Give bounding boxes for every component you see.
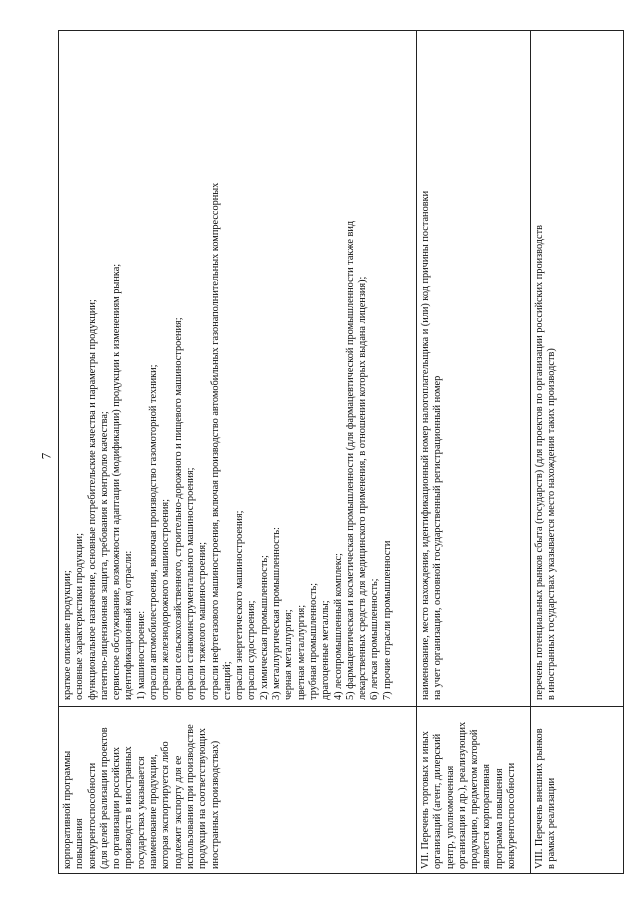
table-row <box>417 31 531 873</box>
row-heading-line: корпоративной программы <box>62 750 73 869</box>
row-heading-line: программа повышения <box>493 768 505 869</box>
row-heading-line: иностранных производствах) <box>209 740 221 869</box>
row-content-line: отрасли нефтегазового машиностроения, включая производство автомобильных газонаполнительных компрессорных <box>209 182 221 700</box>
row-content-line: 2) химическая промышленность; <box>258 555 270 700</box>
page-number: 7 <box>38 452 54 460</box>
row-heading-cell <box>531 706 623 873</box>
row-content-line: черная металлургия; <box>283 609 295 700</box>
row-heading-line: VIII. Перечень внешних рынков <box>534 728 545 869</box>
row-heading-line: наименование продукции, <box>148 754 160 869</box>
row-content-line: 4) лесопромышленный комплекс; <box>332 553 344 700</box>
row-content-cell <box>59 31 416 706</box>
row-heading-line: конкурентоспособности <box>506 762 518 869</box>
row-heading-line: (для целей реализации проектов <box>98 727 110 869</box>
row-content-line: краткое описание продукции; <box>62 570 73 700</box>
row-content-line: отрасли железнодорожного машиностроения; <box>160 498 172 700</box>
row-content-line: идентификационный код отрасли: <box>123 550 135 700</box>
row-heading-line: подлежит экспорту для ее <box>172 755 184 869</box>
row-heading-line: организация и др.), реализующих <box>456 721 468 869</box>
row-content-line: перечень потенциальных рынков сбыта (государств) (для проектов по организации российских производств <box>534 225 545 700</box>
row-heading-cell <box>59 706 416 873</box>
row-heading-cell <box>417 706 530 873</box>
row-heading-line: является корпоративная <box>481 764 493 869</box>
row-heading-line: использования при производстве <box>184 724 196 869</box>
row-content-line: цветная металлургия; <box>295 604 307 700</box>
row-content-line: 1) машиностроение: <box>135 610 147 700</box>
row-heading-line: по организации российских <box>111 746 123 869</box>
row-heading-line: центр, уполномоченная <box>444 765 456 869</box>
table-row <box>59 31 417 873</box>
table-row <box>531 31 623 873</box>
rotated-table-wrapper <box>58 30 624 874</box>
row-heading-line: продукции на соответствующих <box>197 728 209 869</box>
row-content-line: отрасли сельскохозяйственного, строительно-дорожного и пищевого машиностроения; <box>172 317 184 700</box>
row-content-line: 6) легкая промышленность; <box>369 578 381 700</box>
row-content-line: патентно-лицензионная защита, требования к контролю качества; <box>98 411 110 700</box>
row-heading-line: которая экспортируется либо <box>160 741 172 869</box>
row-heading-line: в рамках реализации <box>546 777 558 869</box>
row-heading-line: производств в иностранных <box>123 746 135 869</box>
row-heading-line: организаций (агент, дилерский <box>432 733 444 869</box>
row-heading-line: продукцию, предметом которой <box>469 729 481 869</box>
row-heading-line: государствах указывается <box>135 756 147 869</box>
row-heading-line: конкурентоспособности <box>86 762 98 869</box>
row-content-line: драгоценные металлы; <box>320 600 332 700</box>
row-heading-line: повышения <box>74 818 86 869</box>
row-content-line: 7) прочие отрасли промышленности <box>381 540 393 700</box>
row-content-line: на учет организации, основной государственный регистрационный номер <box>432 375 444 700</box>
row-content-line: станций; <box>221 661 233 700</box>
requirements-table <box>58 30 624 874</box>
row-content-cell <box>417 31 530 706</box>
row-content-line: сервисное обслуживание, возможности адаптации (модификации) продукции к изменениям рынка; <box>111 263 123 700</box>
row-content-line: отрасли энергетического машиностроения; <box>234 510 246 700</box>
row-heading-line: VII. Перечень торговых и иных <box>420 731 431 869</box>
row-content-line: трубная промышленность; <box>307 582 319 700</box>
row-content-line: 3) металлургическая промышленность: <box>271 527 283 700</box>
row-content-line: лекарственных средств для медицинского применения, в отношении которых выдана лицензия); <box>357 276 369 700</box>
row-content-line: функциональное назначение, основные потребительские качества и параметры продукции; <box>86 299 98 700</box>
row-content-cell <box>531 31 623 706</box>
row-content-line: отрасли судостроения; <box>246 600 258 700</box>
row-content-line: 5) фармацевтическая и косметическая промышленности (для фармацевтической промышленности также вид <box>344 220 356 700</box>
row-content-line: отрасли автомобилестроения, включая производство газомоторной техники; <box>148 364 160 700</box>
row-content-line: в иностранных государствах указывается место нахождения таких производств) <box>546 348 558 700</box>
row-content-line: отрасли станкоинструментального машиностроения; <box>184 467 196 700</box>
row-content-line: отрасли тяжелого машиностроения; <box>197 542 209 700</box>
row-content-line: основные характеристики продукции; <box>74 533 86 700</box>
row-content-line: наименование, место нахождения, идентификационный номер налогоплательщика и (или) код причины постановки <box>420 190 431 700</box>
